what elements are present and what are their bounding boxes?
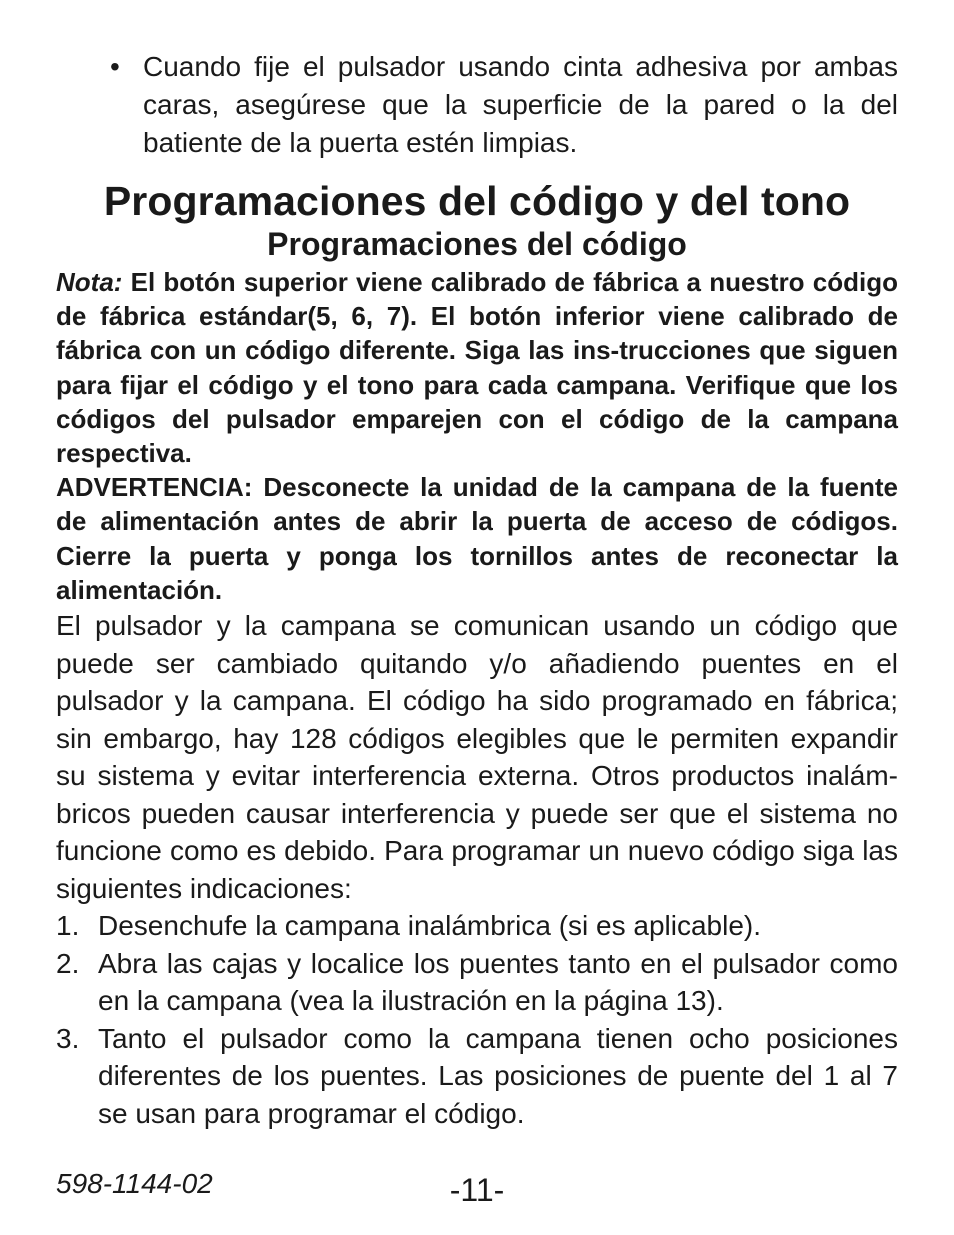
list-item: [56, 1020, 898, 1133]
page-content: [56, 48, 898, 1132]
bullet-text: Cuando fije el pulsador usando cinta adhesiva por ambas caras, asegúrese que la superficie de la pared o la del batiente de la puerta estén limpias.: [143, 51, 898, 158]
step-text: Abra las cajas y localice los puentes tanto en el pulsador como en la campana (vea la ilustración en la página 13).: [98, 947, 898, 1017]
bullet-dot: •: [110, 51, 120, 82]
step-text: Tanto el pulsador como la campana tienen ocho posiciones diferentes de los puentes. Las posiciones de puente del 1 al 7 se usan para programar el código.: [98, 1022, 898, 1129]
note-text: El botón superior viene calibrado de fábrica a nuestro código de fábrica estándar(5, 6, 7). El botón inferior viene calibrado de fábrica con un código diferente. Siga las ins-trucciones que siguen para fijar el código y el tono para cada campana. Verifique que los códigos del pulsador emparejen con el código de la campana respectiva.: [56, 267, 898, 469]
section-title: Programaciones del código y del tono: [103, 178, 851, 224]
step-number: 3.: [56, 1022, 80, 1054]
step-number: 2.: [56, 947, 80, 979]
document-code: 598-1144-02: [56, 1168, 213, 1199]
steps-list: [56, 907, 898, 1132]
step-number: 1.: [56, 910, 80, 942]
list-item: [56, 945, 898, 1020]
section-subtitle: Programaciones del código: [267, 226, 687, 262]
bullet-item: [56, 48, 898, 162]
list-item: [56, 907, 898, 945]
note-paragraph: [56, 265, 898, 470]
step-text: Desenchufe la campana inalámbrica (si es aplicable).: [98, 910, 762, 942]
warning-paragraph: ADVERTENCIA: Desconecte la unidad de la campana de la fuente de alimentación antes de abrir la puerta de acceso de códigos. Cierre la puerta y ponga los tornillos antes de reconectar la alimentación.: [56, 472, 898, 605]
note-label: Nota:: [56, 267, 123, 297]
page-number: -11-: [449, 1172, 505, 1208]
body-paragraph: El pulsador y la campana se comunican usando un código que puede ser cambiado quitando y/o añadiendo puentes en el pulsador y la campana. El código ha sido programado en fábrica; sin embargo, hay 128 códigos elegibles que le permiten expandir su sistema y evitar interferencia externa. Otros productos inalám-bricos pueden causar interferencia y puede ser que el sistema no funcione como es debido. Para programar un nuevo código siga las siguientes indicaciones:: [56, 610, 898, 904]
